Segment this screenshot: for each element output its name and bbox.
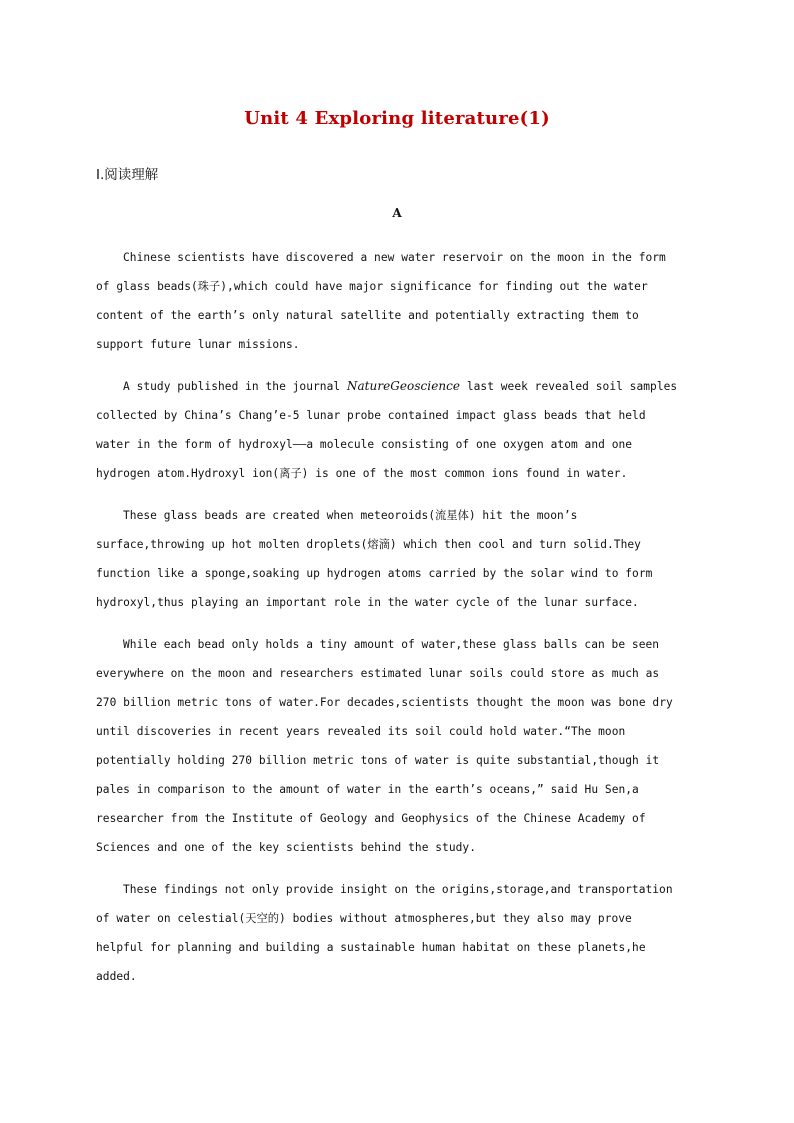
paragraph-line: Chinese scientists have discovered a new water reservoir on the moon in the form: [123, 251, 666, 264]
paragraph-line: While each bead only holds a tiny amount of water,these glass balls can be seen: [123, 638, 660, 651]
passage-label: A: [392, 206, 402, 220]
paragraph-line: researcher from the Institute of Geology and Geophysics of the Chinese Academy of: [96, 812, 646, 825]
paragraph-text: A study published in the journal: [123, 380, 347, 393]
journal-name: NatureGeoscience: [346, 379, 461, 393]
paragraph-line: Sciences and one of the key scientists behind the study.: [96, 841, 476, 854]
paragraph-2: [96, 372, 696, 488]
paragraph-line: support future lunar missions.: [96, 338, 300, 351]
paragraph-line: function like a sponge,soaking up hydrogen atoms carried by the solar wind to form: [96, 567, 653, 580]
paragraph-line: added.: [96, 970, 137, 983]
paragraph-line: surface,throwing up hot molten droplets(熔滴) which then cool and turn solid.They: [96, 538, 641, 551]
passage-body: [96, 243, 696, 1004]
paragraph-line: [96, 372, 696, 401]
paragraph-line: These findings not only provide insight on the origins,storage,and transportation: [123, 883, 673, 896]
paragraph-line: of water on celestial(天空的) bodies without atmospheres,but they also may prove: [96, 912, 632, 925]
paragraph-text: last week revealed soil samples: [460, 380, 678, 393]
paragraph-3: [96, 501, 696, 617]
paragraph-line: pales in comparison to the amount of water in the earth’s oceans,” said Hu Sen,a: [96, 783, 639, 796]
paragraph-line: water in the form of hydroxyl——a molecule consisting of one oxygen atom and one: [96, 438, 633, 451]
paragraph-line: of glass beads(珠子),which could have major significance for finding out the water: [96, 280, 648, 293]
section-heading: Ⅰ.阅读理解: [96, 167, 159, 183]
paragraph-line: These glass beads are created when meteoroids(流星体) hit the moon’s: [123, 509, 578, 522]
paragraph-4: [96, 630, 696, 862]
paragraph-line: until discoveries in recent years revealed its soil could hold water.“The moon: [96, 725, 626, 738]
paragraph-5: [96, 875, 696, 991]
paragraph-line: hydroxyl,thus playing an important role in the water cycle of the lunar surface.: [96, 596, 639, 609]
unit-title: Unit 4 Exploring literature(1): [244, 108, 550, 129]
paragraph-line: helpful for planning and building a sustainable human habitat on these planets,he: [96, 941, 646, 954]
paragraph-line: 270 billion metric tons of water.For decades,scientists thought the moon was bone dry: [96, 696, 673, 709]
paragraph-1: [96, 243, 696, 359]
paragraph-line: collected by China’s Chang’e-5 lunar probe contained impact glass beads that held: [96, 409, 646, 422]
paragraph-line: everywhere on the moon and researchers estimated lunar soils could store as much as: [96, 667, 660, 680]
paragraph-line: potentially holding 270 billion metric tons of water is quite substantial,though it: [96, 754, 660, 767]
paragraph-line: hydrogen atom.Hydroxyl ion(离子) is one of the most common ions found in water.: [96, 467, 628, 480]
paragraph-line: content of the earth’s only natural satellite and potentially extracting them to: [96, 309, 639, 322]
